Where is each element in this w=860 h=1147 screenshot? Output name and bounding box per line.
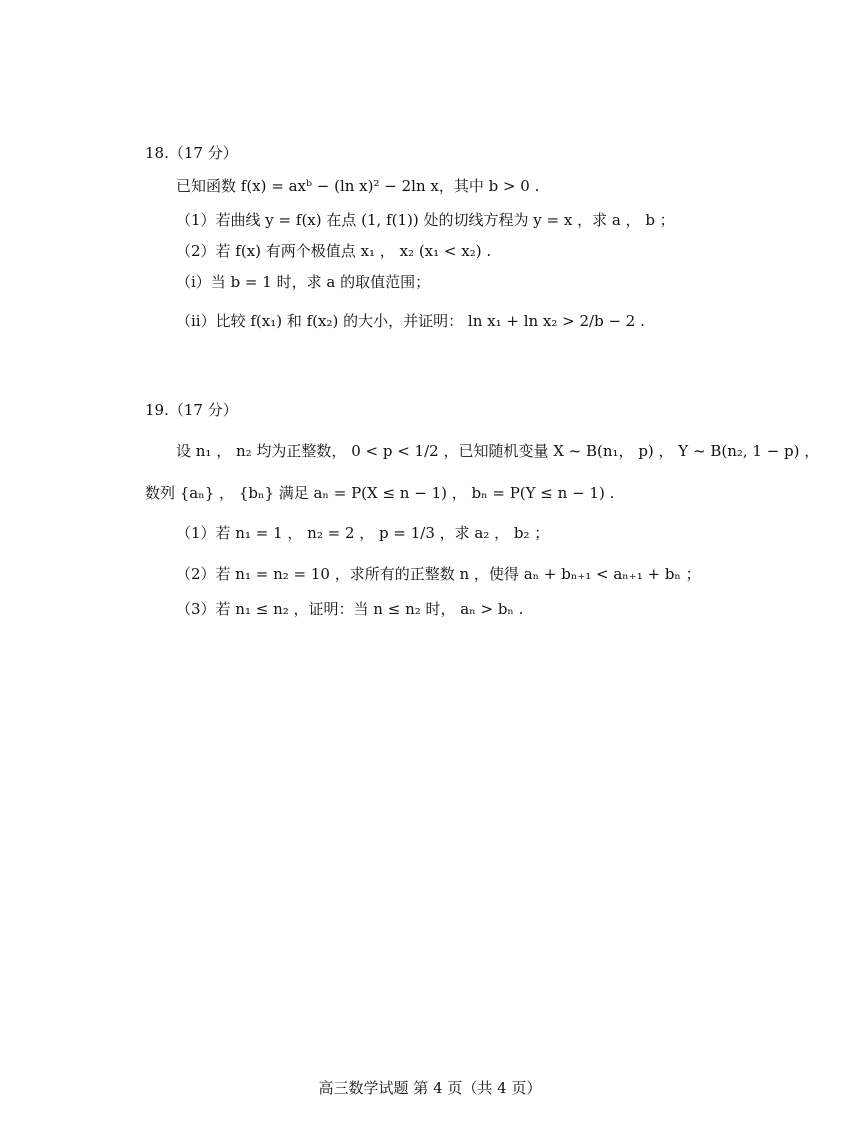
problem-18-part-2: （2）若 f(x) 有两个极值点 x₁ ， x₂ (x₁ < x₂) . xyxy=(176,242,492,260)
page-footer: 高三数学试题 第 4 页（共 4 页） xyxy=(318,1079,542,1097)
problem-19-heading: 19.（17 分） xyxy=(145,401,238,419)
problem-19-stem-line-1: 设 n₁ ， n₂ 均为正整数， 0 < p < 1/2 ，已知随机变量 X ~ B(n₁， p) ， Y ~ B(n₂, 1 − p) ， xyxy=(176,442,820,460)
problem-18-part-2-i: （i）当 b = 1 时，求 a 的取值范围； xyxy=(176,273,431,291)
problem-18-part-2-ii: （ii）比较 f(x₁) 和 f(x₂) 的大小，并证明： ln x₁ + ln x₂ > 2/b − 2 . xyxy=(176,312,645,330)
problem-19-part-2: （2）若 n₁ = n₂ = 10 ，求所有的正整数 n ，使得 aₙ + bₙ₊₁ < aₙ₊₁ + bₙ ； xyxy=(176,565,701,583)
problem-18-part-1: （1）若曲线 y = f(x) 在点 (1, f(1)) 处的切线方程为 y = x ，求 a ， b ； xyxy=(176,211,675,229)
problem-18-stem: 已知函数 f(x) = axᵇ − (ln x)² − 2ln x，其中 b > 0 . xyxy=(176,177,540,195)
problem-19-part-1: （1）若 n₁ = 1 ， n₂ = 2 ， p = 1/3 ，求 a₂ ， b₂ ； xyxy=(176,524,550,542)
problem-19-part-3: （3）若 n₁ ≤ n₂ ，证明：当 n ≤ n₂ 时， aₙ > bₙ . xyxy=(176,600,524,618)
problem-18-heading: 18.（17 分） xyxy=(145,144,238,162)
problem-19-stem-line-2: 数列 {aₙ} ， {bₙ} 满足 aₙ = P(X ≤ n − 1) ， bₙ = P(Y ≤ n − 1) . xyxy=(145,484,615,502)
